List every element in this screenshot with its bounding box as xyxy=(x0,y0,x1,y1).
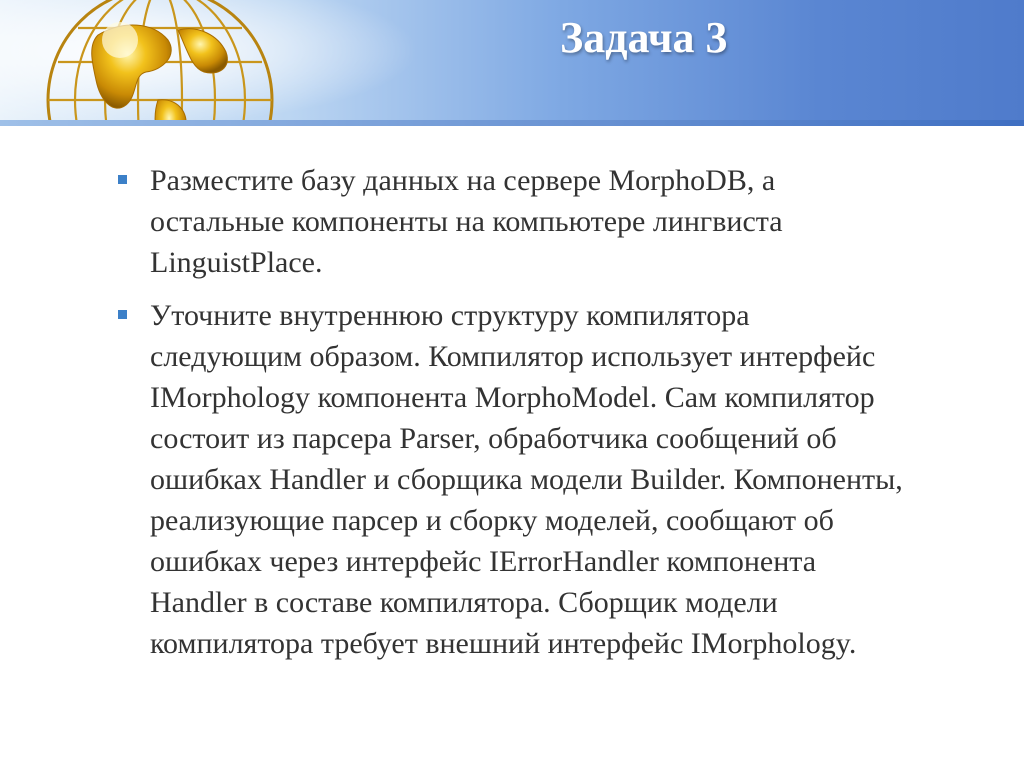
slide-title: Задача 3 xyxy=(560,13,728,62)
slide-header xyxy=(0,0,1024,126)
golden-globe-icon xyxy=(28,0,293,126)
bullet-item xyxy=(118,295,908,664)
bullet-item xyxy=(118,160,908,283)
square-bullet-icon xyxy=(118,175,127,184)
bullet-text: Разместите базу данных на сервере MorphoDB, а остальные компоненты на компьютере лингвиста LinguistPlace. xyxy=(150,164,783,279)
header-divider xyxy=(0,120,1024,126)
bullet-text: Уточните внутреннюю структуру компилятора следующим образом. Компилятор использует интерфейс IMorphology компонента MorphoModel. Сам компилятор состоит из парсера Parser, обработчика сообщений об ошибках Handler и сборщика модели Builder. Компоненты, реализующие парсер и сборку моделей, сообщают об ошибках через интерфейс IErrorHandler компонента Handler в составе компилятора. Сборщик модели компилятора требует внешний интерфейс IMorphology. xyxy=(150,299,903,660)
bullet-list xyxy=(118,160,908,676)
square-bullet-icon xyxy=(118,310,127,319)
